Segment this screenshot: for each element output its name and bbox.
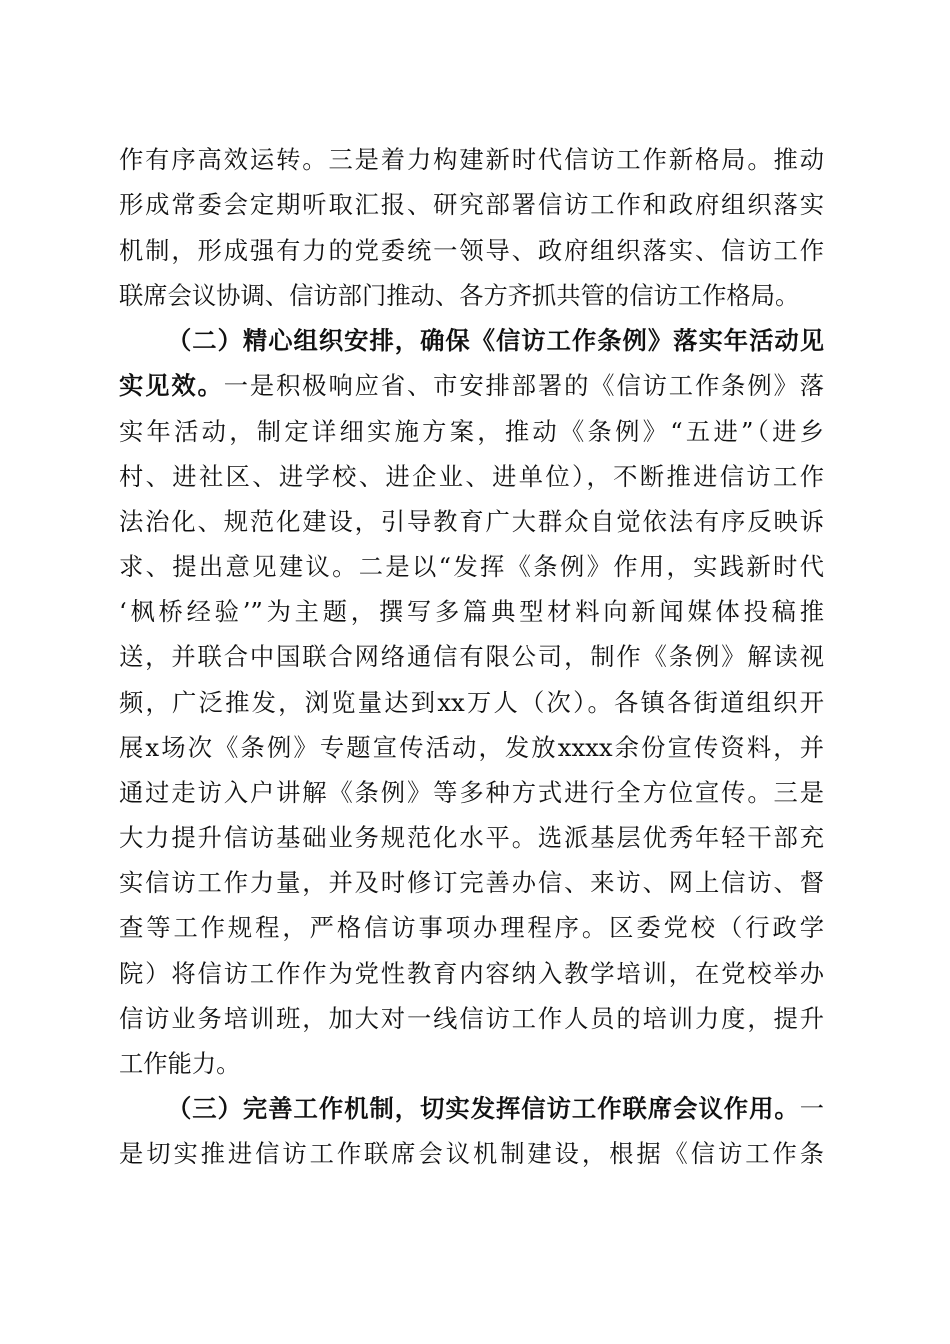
section-2-text: 一是积极响应省、市安排部署的《信访工作条例》落 bbox=[223, 371, 825, 400]
paragraph-line: 联席会议协调、信访部门推动、各方齐抓共管的信访工作格局。 bbox=[119, 281, 800, 310]
paragraph-line: 展x场次《条例》专题宣传活动，发放xxxx余份宣传资料，并 bbox=[119, 733, 824, 762]
paragraph-line: 实年活动，制定详细实施方案，推动《条例》“五进”（进乡 bbox=[119, 417, 824, 446]
paragraph-line: 信访业务培训班，加大对一线信访工作人员的培训力度，提升 bbox=[119, 1004, 824, 1033]
section-3-text: 一 bbox=[799, 1094, 824, 1123]
paragraph-line: 院）将信访工作作为党性教育内容纳入教学培训，在党校举办 bbox=[119, 959, 824, 988]
paragraph-line: 是切实推进信访工作联席会议机制建设，根据《信访工作条 bbox=[119, 1139, 824, 1168]
section-3-heading: （三）完善工作机制，切实发挥信访工作联席会议作用。 bbox=[167, 1094, 800, 1123]
paragraph-line: 通过走访入户讲解《条例》等多种方式进行全方位宣传。三是 bbox=[119, 778, 824, 807]
paragraph-line: 工作能力。 bbox=[119, 1049, 241, 1078]
paragraph-line: 查等工作规程，严格信访事项办理程序。区委党校（行政学 bbox=[119, 913, 824, 942]
paragraph-line: 频，广泛推发，浏览量达到xx万人（次）。各镇各街道组织开 bbox=[119, 688, 824, 717]
section-2-heading-continued bbox=[119, 364, 824, 408]
paragraph-line: 求、提出意见建议。二是以“发挥《条例》作用，实践新时代 bbox=[119, 552, 824, 581]
paragraph-line: ‘枫桥经验’”为主题，撰写多篇典型材料向新闻媒体投稿推 bbox=[119, 597, 824, 626]
paragraph-line: 机制，形成强有力的党委统一领导、政府组织落实、信访工作 bbox=[119, 236, 824, 265]
paragraph-line: 作有序高效运转。三是着力构建新时代信访工作新格局。推动 bbox=[119, 145, 824, 174]
section-2-heading-end: 实见效。 bbox=[119, 371, 224, 400]
section-3-heading-line bbox=[167, 1087, 824, 1131]
paragraph-line: 法治化、规范化建设，引导教育广大群众自觉依法有序反映诉 bbox=[119, 507, 824, 536]
section-2-heading: （二）精心组织安排，确保《信访工作条例》落实年活动见 bbox=[167, 326, 824, 355]
paragraph-line: 形成常委会定期听取汇报、研究部署信访工作和政府组织落实 bbox=[119, 190, 824, 219]
paragraph-line: 送，并联合中国联合网络通信有限公司，制作《条例》解读视 bbox=[119, 642, 824, 671]
paragraph-line: 村、进社区、进学校、进企业、进单位），不断推进信访工作 bbox=[119, 462, 824, 491]
paragraph-line: 大力提升信访基础业务规范化水平。选派基层优秀年轻干部充 bbox=[119, 823, 824, 852]
paragraph-line: 实信访工作力量，并及时修订完善办信、来访、网上信访、督 bbox=[119, 868, 824, 897]
